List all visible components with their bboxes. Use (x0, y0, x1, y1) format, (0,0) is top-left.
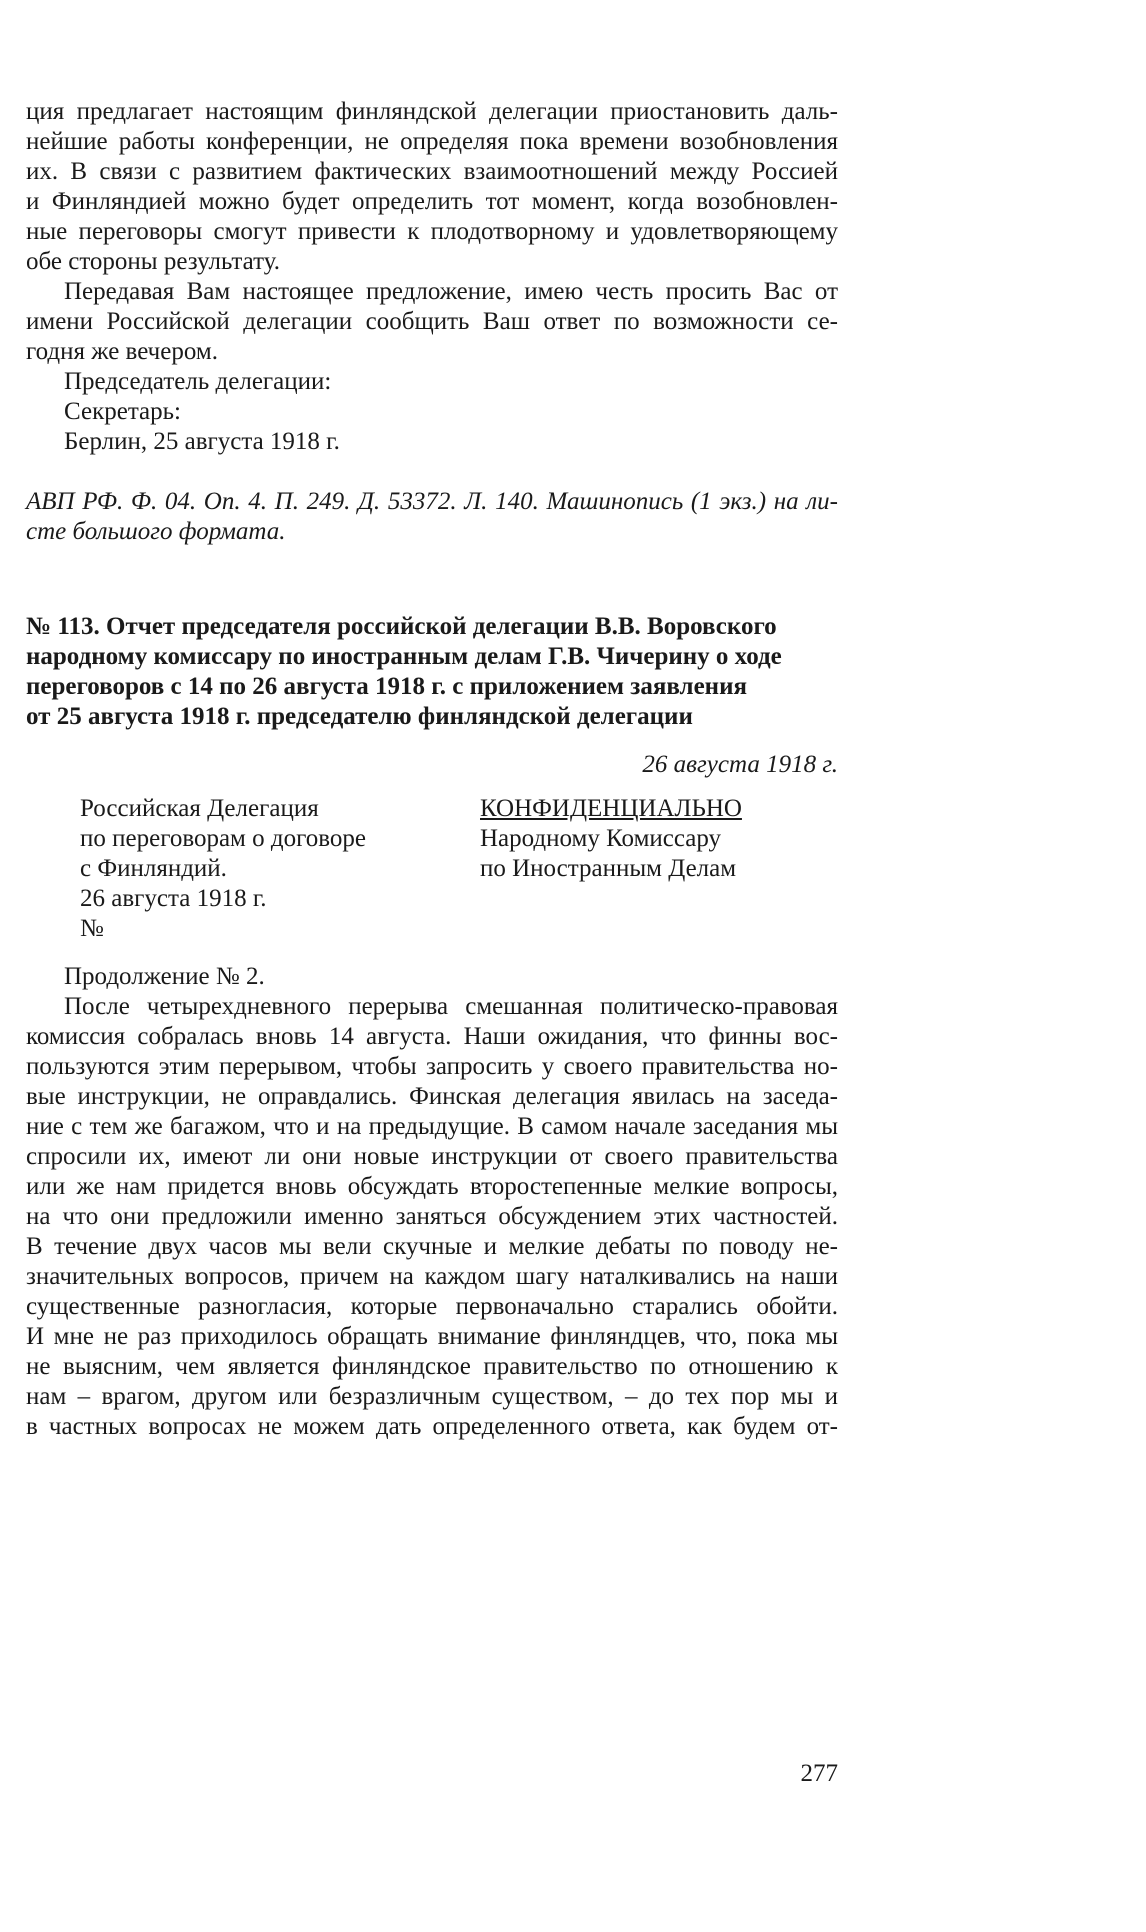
text-line: имени Российской делегации сообщить Ваш ответ по возможности се- (26, 308, 838, 335)
signature-line: Секретарь: (64, 398, 181, 425)
body-line: значительных вопросов, причем на каждом шагу наталкивались на наши (26, 1263, 838, 1290)
continuation-label: Продолжение № 2. (64, 963, 265, 990)
text-line: Передавая Вам настоящее предложение, имею честь просить Вас от (64, 278, 838, 305)
body-line: на что они предложили именно заняться обсуждением этих частностей. (26, 1203, 838, 1230)
body-line: или же нам придется вновь обсуждать второстепенные мелкие вопросы, (26, 1173, 838, 1200)
body-line: не выясним, чем является финляндское правительство по отношению к (26, 1353, 838, 1380)
body-line: спросили их, имеют ли они новые инструкции от своего правительства (26, 1143, 838, 1170)
signature-line: Председатель делегации: (64, 368, 332, 395)
body-line: вые инструкции, не оправдались. Финская делегация явилась на заседа- (26, 1083, 838, 1110)
signature-line: Берлин, 25 августа 1918 г. (64, 428, 340, 455)
sender-line: Российская Делегация (80, 795, 319, 822)
body-line: в частных вопросах не можем дать определенного ответа, как будем от- (26, 1413, 838, 1440)
source-note: сте большого формата. (26, 518, 286, 545)
sender-line: 26 августа 1918 г. (80, 885, 267, 912)
body-line: существенные разногласия, которые первоначально старались обойти. (26, 1293, 838, 1320)
text-line: ция предлагает настоящим финляндской делегации приостановить даль- (26, 98, 838, 125)
body-line: комиссия собралась вновь 14 августа. Наши ожидания, что финны вос- (26, 1023, 838, 1050)
document-heading: переговоров с 14 по 26 августа 1918 г. с приложением заявления (26, 673, 748, 700)
body-line: И мне не раз приходилось обращать внимание финляндцев, что, пока мы (26, 1323, 838, 1350)
document-date: 26 августа 1918 г. (642, 751, 838, 778)
text-line: годня же вечером. (26, 338, 218, 365)
text-line: и Финляндией можно будет определить тот момент, когда возобновлен- (26, 188, 838, 215)
text-line: нейшие работы конференции, не определяя пока времени возобновления (26, 128, 838, 155)
text-line: обе стороны результату. (26, 248, 280, 275)
addressee-line: Народному Комиссару (480, 825, 722, 852)
body-line: После четырехдневного перерыва смешанная политическо-правовая (64, 993, 838, 1020)
document-heading: от 25 августа 1918 г. председателю финляндской делегации (26, 703, 693, 730)
body-line: ние с тем же багажом, что и на предыдущие. В самом начале заседания мы (26, 1113, 838, 1140)
sender-line: с Финляндий. (80, 855, 227, 882)
document-heading: № 113. Отчет председателя российской делегации В.В. Воровского (26, 613, 777, 640)
body-line: нам – врагом, другом или безразличным существом, – до тех пор мы и (26, 1383, 838, 1410)
sender-line: № (80, 915, 104, 942)
text-line: их. В связи с развитием фактических взаимоотношений между Россией (26, 158, 838, 185)
addressee-line: по Иностранным Делам (480, 855, 737, 882)
page-number: 277 (800, 1760, 838, 1787)
text-line: ные переговоры смогут привести к плодотворному и удовлетворяющему (26, 218, 838, 245)
body-line: пользуются этим перерывом, чтобы запросить у своего правительства но- (26, 1053, 838, 1080)
document-heading: народному комиссару по иностранным делам Г.В. Чичерину о ходе (26, 643, 782, 670)
sender-line: по переговорам о договоре (80, 825, 366, 852)
confidential-stamp: КОНФИДЕНЦИАЛЬНО (480, 795, 742, 822)
body-line: В течение двух часов мы вели скучные и мелкие дебаты по поводу не- (26, 1233, 838, 1260)
source-note: АВП РФ. Ф. 04. Оп. 4. П. 249. Д. 53372. Л. 140. Машинопись (1 экз.) на ли- (26, 488, 838, 515)
